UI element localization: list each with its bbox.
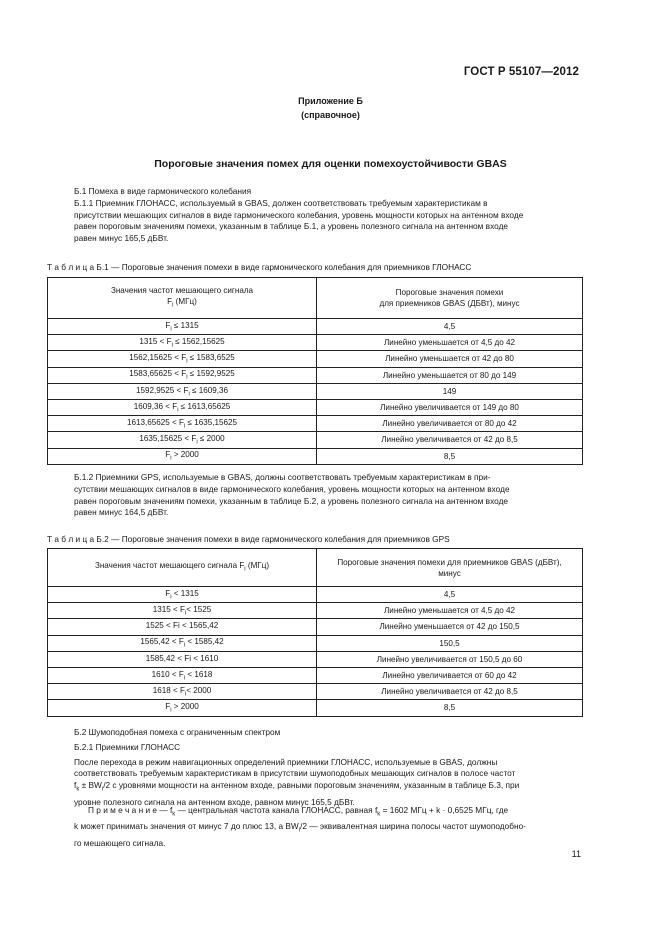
table2-col1-header bbox=[48, 549, 317, 587]
header-line: F bbox=[167, 296, 173, 306]
subscript: i bbox=[183, 642, 186, 649]
subscript: k bbox=[76, 786, 80, 793]
table-row bbox=[48, 684, 583, 700]
cell-text: 1618 < F bbox=[152, 685, 185, 695]
header-line: (МГц) bbox=[173, 296, 197, 306]
freq-cell bbox=[48, 416, 317, 432]
value-cell: Линейно уменьшается от 4,5 до 42 bbox=[317, 335, 583, 351]
subscript: i bbox=[186, 358, 188, 365]
header-line: Значения частот мешающего сигнала F bbox=[94, 560, 245, 570]
text: /2 с уровнями мощности на антенном входе, равными пороговым значениям, указанным в таблице Б.3, при bbox=[103, 780, 520, 791]
text: /2 — эквивалентная ширина полосы частот шумоподобно- bbox=[300, 821, 526, 832]
table-header-row bbox=[48, 549, 583, 587]
freq-cell bbox=[48, 587, 317, 603]
freq-cell bbox=[48, 432, 317, 448]
value-cell: Линейно увеличивается от 150,5 до 60 bbox=[317, 651, 583, 667]
header-line: Пороговые значения помехи bbox=[395, 288, 504, 297]
freq-cell bbox=[48, 619, 317, 635]
table-row bbox=[48, 335, 583, 351]
note bbox=[74, 805, 582, 850]
cell-text: < 2000 bbox=[186, 685, 212, 695]
subscript: i bbox=[186, 374, 188, 381]
text: ± BW bbox=[79, 780, 102, 791]
cell-text: 1583,65625 < F bbox=[129, 369, 187, 379]
paragraph-line: Б.1.2 Приемники GPS, используемые в GBAS, должны соответствовать требуемым характеристикам в при- bbox=[74, 472, 491, 482]
cell-text: ≤ 1315 bbox=[171, 320, 199, 330]
cell-text: ≤ 1613,65625 bbox=[178, 401, 231, 411]
cell-text: F bbox=[165, 702, 171, 712]
value-cell: Линейно увеличивается от 149 до 80 bbox=[317, 399, 583, 415]
note-line bbox=[74, 805, 582, 821]
text: — центральная частота канала ГЛОНАСС, равная f bbox=[175, 805, 378, 815]
subscript: i bbox=[171, 342, 173, 349]
header-line: минус bbox=[438, 568, 461, 578]
cell-text: ≤ 1583,6525 bbox=[187, 353, 235, 363]
paragraph-line bbox=[74, 780, 582, 796]
section-b21-heading: Б.2.1 Приемники ГЛОНАСС bbox=[74, 741, 181, 752]
value-cell: 4,5 bbox=[317, 587, 583, 603]
appendix-title: Приложение Б bbox=[298, 96, 363, 106]
paragraph-line: После перехода в режим навигационных определений приемники ГЛОНАСС, используемые в GBAS, должны bbox=[74, 756, 498, 767]
value-cell: 8,5 bbox=[317, 700, 583, 716]
subscript: i bbox=[196, 439, 198, 446]
cell-text: < 1618 bbox=[185, 669, 213, 679]
subscript: i bbox=[184, 691, 187, 698]
table-row bbox=[48, 587, 583, 603]
header-line: Значения частот мешающего сигнала bbox=[110, 285, 254, 295]
section-b12 bbox=[74, 472, 582, 519]
freq-cell bbox=[48, 448, 317, 464]
cell-text: 1525 < Fi < 1565,42 bbox=[145, 621, 219, 631]
subscript: i bbox=[177, 407, 179, 414]
table2-caption bbox=[47, 534, 450, 544]
appendix-subtitle: (справочное) bbox=[301, 110, 360, 120]
cell-text: 1315 < F bbox=[152, 604, 185, 614]
subscript: i bbox=[183, 675, 186, 682]
table-row bbox=[48, 383, 583, 399]
table1-col1-header bbox=[48, 278, 317, 319]
table-row bbox=[48, 351, 583, 367]
cell-text: ≤ 1609,36 bbox=[189, 385, 228, 395]
value-cell: Линейно уменьшается от 42 до 150,5 bbox=[317, 619, 583, 635]
note-prefix: П р и м е ч а н и е bbox=[88, 805, 158, 815]
header-line: Пороговые значения помехи для приемников GBAS (дБВт), bbox=[337, 557, 562, 567]
cell-text: ≤ 2000 bbox=[197, 434, 225, 444]
table1-caption-prefix: Т а б л и ц а Б.1 bbox=[47, 262, 109, 272]
table-row bbox=[48, 367, 583, 383]
table-row bbox=[48, 651, 583, 667]
table-row bbox=[48, 432, 583, 448]
cell-text: ≤ 1592,9525 bbox=[187, 369, 235, 379]
subscript: i bbox=[170, 707, 172, 714]
cell-text: F bbox=[165, 450, 171, 460]
header-line: (МГц) bbox=[245, 560, 270, 570]
paragraph-line: равен пороговым значениям помехи, указанным в таблице Б.2, а уровень полезного сигнала на антенном входе bbox=[74, 495, 509, 506]
cell-text: 1562,15625 < F bbox=[129, 353, 187, 363]
table-row bbox=[48, 603, 583, 619]
value-cell: Линейно увеличивается от 80 до 42 bbox=[317, 416, 583, 432]
subscript: k bbox=[377, 811, 381, 818]
subscript: i bbox=[172, 302, 174, 309]
subscript: i bbox=[183, 423, 186, 430]
table-row bbox=[48, 448, 583, 464]
table2-caption-text: — Пороговые значения помехи в виде гармонического колебания для приемников GPS bbox=[108, 534, 450, 544]
freq-cell bbox=[48, 667, 317, 683]
subscript: i bbox=[170, 326, 172, 333]
note-line bbox=[74, 821, 582, 837]
subscript: i bbox=[101, 786, 104, 793]
table1-col2-header bbox=[317, 278, 583, 319]
text: f bbox=[74, 780, 77, 791]
note-line: го мешающего сигнала. bbox=[74, 837, 166, 848]
freq-cell bbox=[48, 319, 317, 335]
subscript: k bbox=[172, 811, 176, 818]
subscript: i bbox=[170, 455, 172, 462]
paragraph-line: уровне полезного сигнала на антенном входе, равном минус 165,5 дБВт. bbox=[74, 796, 355, 807]
cell-text: 1565,42 < F bbox=[140, 637, 184, 647]
subscript: i bbox=[184, 610, 187, 617]
freq-cell bbox=[48, 700, 317, 716]
cell-text: F bbox=[165, 320, 171, 330]
table1 bbox=[47, 277, 583, 465]
header-line: для приемников GBAS (ДБВт), минус bbox=[379, 299, 520, 308]
cell-text: < 1585,42 bbox=[185, 637, 224, 647]
freq-cell bbox=[48, 383, 317, 399]
table2-caption-prefix: Т а б л и ц а Б.2 bbox=[47, 534, 109, 544]
freq-cell bbox=[48, 399, 317, 415]
value-cell: Линейно уменьшается от 4,5 до 42 bbox=[317, 603, 583, 619]
table1-caption-text: — Пороговые значения помехи в виде гармонического колебания для приемников ГЛОНАСС bbox=[108, 262, 472, 272]
value-cell: Линейно уменьшается от 42 до 80 bbox=[317, 351, 583, 367]
cell-text: F bbox=[165, 588, 171, 598]
section-b1-heading: Б.1 Помеха в виде гармонического колебания bbox=[74, 186, 252, 196]
value-cell: Линейно увеличивается от 42 до 8,5 bbox=[317, 684, 583, 700]
cell-text: 1609,36 < F bbox=[133, 401, 178, 411]
cell-text: < 1525 bbox=[186, 604, 212, 614]
table2 bbox=[47, 548, 583, 717]
table-row bbox=[48, 635, 583, 651]
table1-caption bbox=[47, 262, 471, 272]
paragraph-line: Б.1.1 Приемник ГЛОНАСС, используемый в GBAS, должен соответствовать требуемым характеристикам в bbox=[74, 197, 488, 208]
text: — f bbox=[157, 805, 173, 815]
paragraph-line: равен минус 164,5 дБВт. bbox=[74, 507, 169, 518]
value-cell: Линейно увеличивается от 42 до 8,5 bbox=[317, 432, 583, 448]
cell-text: 1315 < F bbox=[139, 336, 172, 346]
cell-text: 1613,65625 < F bbox=[127, 417, 184, 427]
freq-cell bbox=[48, 351, 317, 367]
cell-text: ≤ 1562,15625 bbox=[172, 336, 225, 346]
table-row bbox=[48, 416, 583, 432]
freq-cell bbox=[48, 651, 317, 667]
freq-cell bbox=[48, 603, 317, 619]
document-number: ГОСТ Р 55107—2012 bbox=[463, 66, 579, 78]
text: k может принимать значения от минус 7 до плюс 13, а BW bbox=[74, 821, 299, 832]
freq-cell bbox=[48, 367, 317, 383]
subscript: i bbox=[170, 594, 172, 601]
page-number: 11 bbox=[571, 849, 581, 859]
value-cell: 150,5 bbox=[317, 635, 583, 651]
value-cell: 8,5 bbox=[317, 448, 583, 464]
cell-text: 1585,42 < Fi < 1610 bbox=[145, 653, 219, 663]
cell-text: 1592,9525 < F bbox=[136, 385, 189, 395]
paragraph-line: равен пороговым значениям помехи, указанным в таблице Б.1, а уровень полезного сигнала на антенном входе bbox=[74, 221, 509, 232]
value-cell: 149 bbox=[317, 383, 583, 399]
paragraph-line: присутствии мешающих сигналов в виде гармонического колебания, уровень мощности которых на антенном входе bbox=[74, 209, 524, 220]
section-b2 bbox=[74, 727, 582, 808]
table-row bbox=[48, 399, 583, 415]
text: = 1602 МГц + k · 0,6525 МГц, где bbox=[380, 805, 509, 815]
paragraph-line: сутствии мешающих сигналов в виде гармонического колебания, уровень мощности которых на антенном входе bbox=[74, 483, 510, 494]
paragraph-line: равен минус 165,5 дБВт. bbox=[74, 233, 169, 244]
cell-text: 1610 < F bbox=[151, 669, 184, 679]
freq-cell bbox=[48, 335, 317, 351]
cell-text: < 1315 bbox=[171, 588, 199, 598]
cell-text: 1635,15625 < F bbox=[139, 434, 197, 444]
cell-text: ≤ 1635,15625 bbox=[185, 417, 237, 427]
page-title: Пороговые значения помех для оценки помехоустойчивости GBAS bbox=[154, 158, 507, 170]
section-b1 bbox=[74, 186, 582, 245]
paragraph-line: соответствовать требуемым характеристикам в присутствии шумоподобных мешающих сигналов в полосе частот bbox=[74, 768, 516, 779]
table-header-row bbox=[48, 278, 583, 319]
freq-cell bbox=[48, 635, 317, 651]
table-row bbox=[48, 700, 583, 716]
value-cell: 4,5 bbox=[317, 319, 583, 335]
freq-cell bbox=[48, 684, 317, 700]
subscript: i bbox=[188, 391, 190, 398]
subscript: i bbox=[298, 828, 301, 835]
section-b2-heading: Б.2 Шумоподобная помеха с ограниченным спектром bbox=[74, 727, 281, 737]
table2-col2-header bbox=[317, 549, 583, 587]
subscript: i bbox=[244, 566, 246, 573]
value-cell: Линейно уменьшается от 80 до 149 bbox=[317, 367, 583, 383]
table-row bbox=[48, 619, 583, 635]
value-cell: Линейно увеличивается от 60 до 42 bbox=[317, 667, 583, 683]
cell-text: > 2000 bbox=[171, 702, 199, 712]
table-row bbox=[48, 667, 583, 683]
table-row bbox=[48, 319, 583, 335]
cell-text: > 2000 bbox=[171, 450, 199, 460]
